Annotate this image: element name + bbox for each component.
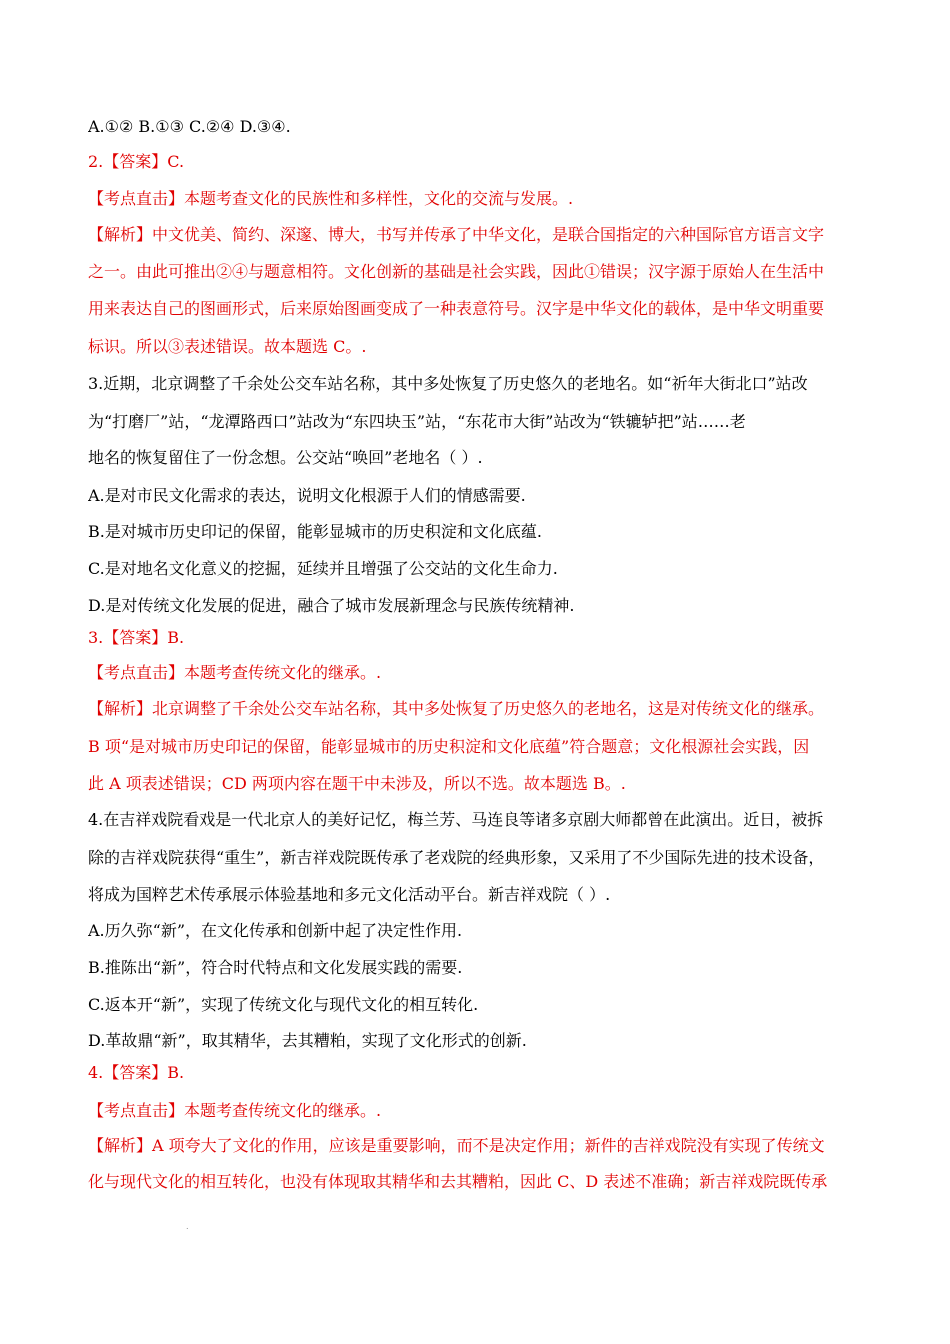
text-line: D.是对传统文化发展的促进，融合了城市发展新理念与民族传统精神. xyxy=(88,596,575,615)
text-line: 【解析】中文优美、简约、深邃、博大，书写并传承了中华文化，是联合国指定的六种国际官方语言文字 xyxy=(88,225,825,244)
text-line: 4.【答案】B. xyxy=(88,1063,185,1082)
text-line: 3.近期，北京调整了千余处公交车站名称，其中多处恢复了历史悠久的老地名。如“祈年大街北口”站改 xyxy=(88,374,808,393)
text-line: 2.【答案】C. xyxy=(88,152,185,171)
text-line: B.推陈出“新”，符合时代特点和文化发展实践的需要. xyxy=(88,958,463,977)
footer-mark: . xyxy=(186,1222,189,1231)
text-line: A.是对市民文化需求的表达，说明文化根源于人们的情感需要. xyxy=(88,486,526,505)
text-line: 4.在吉祥戏院看戏是一代北京人的美好记忆，梅兰芳、马连良等诸多京剧大师都曾在此演出。近日，被拆 xyxy=(88,810,824,829)
text-line: 【考点直击】本题考查文化的民族性和多样性，文化的交流与发展。. xyxy=(88,189,574,208)
text-line: A.①② B.①③ C.②④ D.③④. xyxy=(88,117,291,136)
text-line: 【解析】A 项夸大了文化的作用，应该是重要影响，而不是决定作用；新件的吉祥戏院没有实现了传统文 xyxy=(88,1136,825,1155)
text-line: C.是对地名文化意义的挖掘，延续并且增强了公交站的文化生命力. xyxy=(88,559,558,578)
text-line: C.返本开“新”，实现了传统文化与现代文化的相互转化. xyxy=(88,995,479,1014)
text-line: B 项“是对城市历史印记的保留，能彰显城市的历史积淀和文化底蕴”符合题意；文化根源社会实践，因 xyxy=(88,737,810,756)
text-line: 标识。所以③表述错误。故本题选 C。. xyxy=(88,337,367,356)
text-line: 除的吉祥戏院获得“重生”，新吉祥戏院既传承了老戏院的经典形象，又采用了不少国际先进的技术设备， xyxy=(88,848,825,867)
text-line: 用来表达自己的图画形式，后来原始图画变成了一种表意符号。汉字是中华文化的载体，是中华文明重要 xyxy=(88,299,825,318)
text-line: 【考点直击】本题考查传统文化的继承。. xyxy=(88,1101,382,1120)
text-line: 【考点直击】本题考查传统文化的继承。. xyxy=(88,663,382,682)
text-line: 之一。由此可推出②④与题意相符。文化创新的基础是社会实践，因此①错误；汉字源于原始人在生活中 xyxy=(88,262,825,281)
text-line: A.历久弥“新”，在文化传承和创新中起了决定性作用. xyxy=(88,921,463,940)
text-line: 为“打磨厂”站，“龙潭路西口”站改为“东四块玉”站，“东花市大街”站改为“铁辘轳把”站……老 xyxy=(88,412,746,431)
text-line: 【解析】北京调整了千余处公交车站名称，其中多处恢复了历史悠久的老地名，这是对传统文化的继承。 xyxy=(88,699,825,718)
text-line: 将成为国粹艺术传承展示体验基地和多元文化活动平台。新吉祥戏院（ ）. xyxy=(88,885,611,904)
text-line: D.革故鼎“新”，取其精华，去其糟粕，实现了文化形式的创新. xyxy=(88,1031,527,1050)
text-line: B.是对城市历史印记的保留，能彰显城市的历史积淀和文化底蕴. xyxy=(88,522,542,541)
text-line: 地名的恢复留住了一份念想。公交站“唤回”老地名（ ）. xyxy=(88,448,483,467)
text-line: 化与现代文化的相互转化，也没有体现取其精华和去其糟粕，因此 C、D 表述不准确；新吉祥戏院既传承 xyxy=(88,1172,828,1191)
text-line: 3.【答案】B. xyxy=(88,628,185,647)
text-line: 此 A 项表述错误；CD 两项内容在题干中未涉及，所以不选。故本题选 B。. xyxy=(88,774,626,793)
